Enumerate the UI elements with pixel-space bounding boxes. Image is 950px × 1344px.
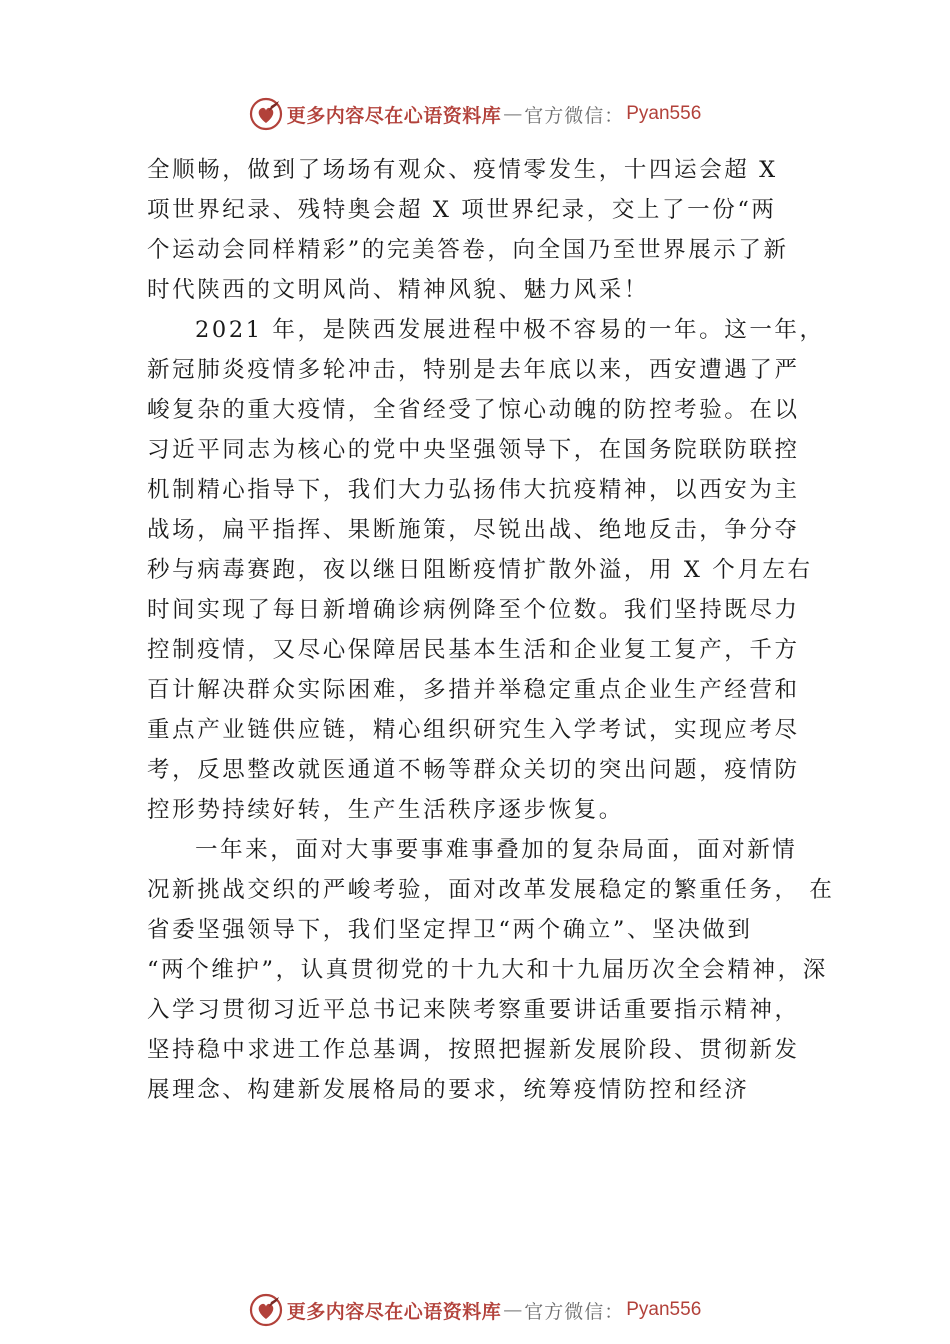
- text-line: 控制疫情，又尽心保障居民基本生活和企业复工复产，千方: [147, 637, 800, 663]
- text-line: 全顺畅，做到了场场有观众、疫情零发生，十四运会超 X: [147, 157, 778, 183]
- text-line: 个运动会同样精彩”的完美答卷，向全国乃至世界展示了新: [147, 237, 789, 263]
- text-line: 机制精心指导下，我们大力弘扬伟大抗疫精神，以西安为主: [147, 477, 800, 503]
- header-dash: —: [503, 103, 523, 125]
- text-line: 秒与病毒赛跑，夜以继日阻断疫情扩散外溢，用 X 个月左右: [147, 557, 813, 583]
- text-line: 入学习贯彻习近平总书记来陕考察重要讲话重要指示精神，: [147, 997, 800, 1023]
- text-line: 时间实现了每日新增确诊病例降至个位数。我们坚持既尽力: [147, 597, 800, 623]
- footer-banner: [0, 1290, 950, 1330]
- text-line: 重点产业链供应链，精心组织研究生入学考试，实现应考尽: [147, 717, 800, 743]
- text-line: “两个维护”，认真贯彻党的十九大和十九届历次全会精神，深: [147, 957, 828, 983]
- text-line: 控形势持续好转，生产生活秩序逐步恢复。: [147, 797, 624, 823]
- text-line: 展理念、构建新发展格局的要求，统筹疫情防控和经济: [147, 1077, 750, 1103]
- heart-pen-logo-icon: [249, 97, 283, 131]
- document-body: [147, 150, 835, 1110]
- paragraph-start-line: 一年来，面对大事要事难事叠加的复杂局面，面对新情: [195, 837, 798, 863]
- header-wechat-label: 官方微信：: [524, 104, 625, 127]
- text-line: 项世界纪录、残特奥会超 X 项世界纪录，交上了一份“两: [147, 197, 777, 223]
- text-line: 战场，扁平指挥、果断施策，尽锐出战、绝地反击，争分夺: [147, 517, 800, 543]
- heart-pen-logo-icon: [249, 1293, 283, 1327]
- footer-brand-text: 更多内容尽在心语资料库: [286, 1300, 502, 1323]
- text-line: 习近平同志为核心的党中央坚强领导下，在国务院联防联控: [147, 437, 800, 463]
- paragraph-start-line: 2021 年，是陕西发展进程中极不容易的一年。这一年，: [195, 317, 825, 343]
- header-brand-text: 更多内容尽在心语资料库: [286, 104, 502, 127]
- footer-wechat-id: Pyan556: [626, 1299, 702, 1320]
- header-wechat-id: Pyan556: [626, 103, 702, 124]
- text-line: 峻复杂的重大疫情，全省经受了惊心动魄的防控考验。在以: [147, 397, 800, 423]
- text-line: 时代陕西的文明风尚、精神风貌、魅力风采！: [147, 277, 650, 303]
- text-line: 坚持稳中求进工作总基调，按照把握新发展阶段、贯彻新发: [147, 1037, 800, 1063]
- footer-dash: —: [503, 1299, 523, 1321]
- footer-wechat-label: 官方微信：: [524, 1300, 625, 1323]
- header-banner: [0, 94, 950, 134]
- text-line: 况新挑战交织的严峻考验，面对改革发展稳定的繁重任务， 在: [147, 877, 835, 903]
- text-line: 省委坚强领导下，我们坚定捍卫“两个确立”、坚决做到: [147, 917, 753, 943]
- text-line: 新冠肺炎疫情多轮冲击，特别是去年底以来，西安遭遇了严: [147, 357, 800, 383]
- text-line: 百计解决群众实际困难，多措并举稳定重点企业生产经营和: [147, 677, 800, 703]
- text-line: 考，反思整改就医通道不畅等群众关切的突出问题，疫情防: [147, 757, 800, 783]
